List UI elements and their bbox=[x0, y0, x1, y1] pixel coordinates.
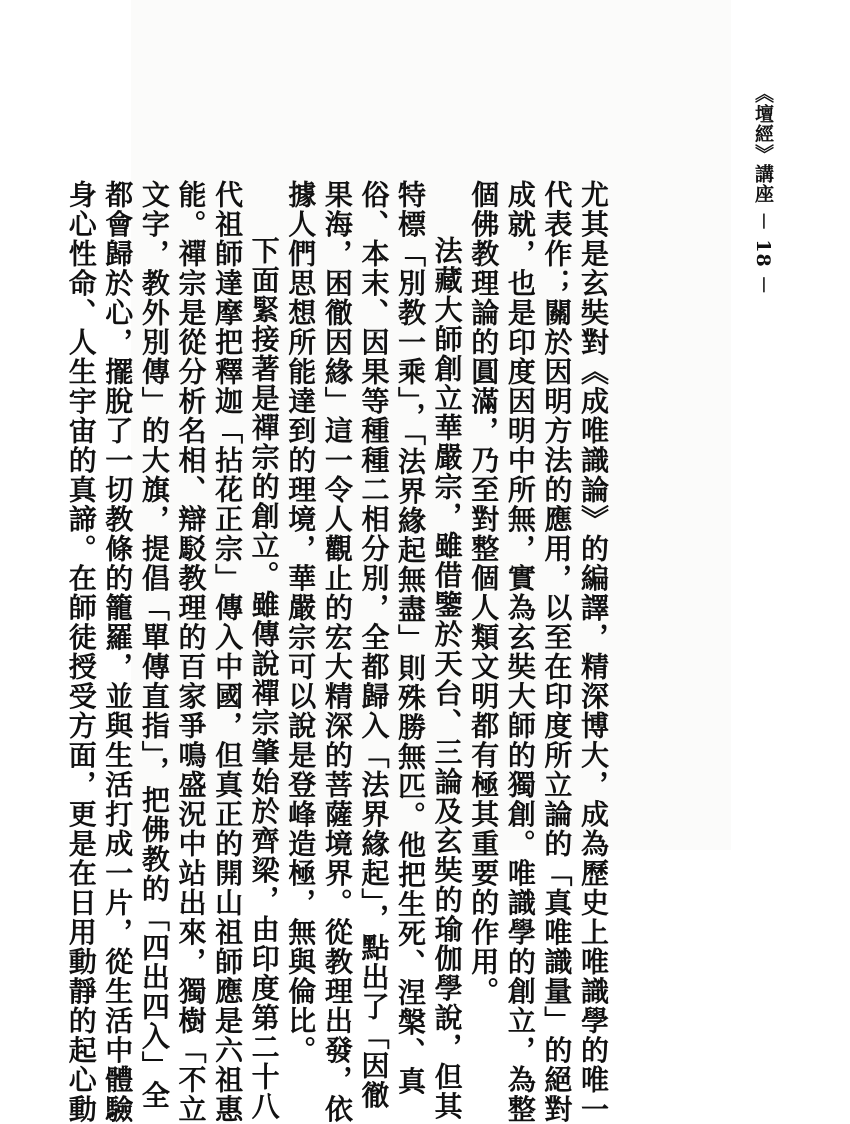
text-line: 據人們思想所能達到的理境，華嚴宗可以說是登峰造極，無與倫比。 bbox=[284, 180, 318, 1065]
text-line: 下面緊接著是禪宗的創立。雖傳說禪宗肇始於齊梁，由印度第二十八 bbox=[247, 236, 281, 1121]
text-line: 特標「別教一乘」，「法界緣起無盡」則殊勝無匹。他把生死、涅槃、真 bbox=[394, 180, 428, 1096]
text-line: 成就，也是印度因明中所無，實為玄奘大師的獨創。唯識學的創立，為整 bbox=[503, 180, 537, 1124]
running-header: 《壇經》講座 － 18 － bbox=[752, 84, 774, 296]
text-line: 俗、本末、因果等種種二相分別，全都歸入「法界緣起」，點出了「因徹 bbox=[357, 180, 391, 1110]
text-line: 能。禪宗是從分析名相、辯駁教理的百家爭鳴盛況中站出來，獨樹「不立 bbox=[174, 180, 208, 1124]
text-line: 文字，教外別傳」的大旗，提倡「單傳直指」，把佛教的「四出四入」全 bbox=[137, 180, 171, 1110]
text-line: 法藏大師創立華嚴宗，雖借鑒於天台、三論及玄奘的瑜伽學說，但其 bbox=[430, 236, 464, 1121]
text-line: 尤其是玄奘對《成唯識論》的編譯，精深博大，成為歷史上唯識學的唯一 bbox=[577, 180, 610, 1124]
text-line: 果海，困徹因緣」這一令人觀止的宏大精深的菩薩境界。從教理出發，依 bbox=[320, 180, 354, 1124]
text-line: 個佛教理論的圓滿，乃至對整個人類文明都有極其重要的作用。 bbox=[467, 180, 501, 1006]
text-line: 身心性命、人生宇宙的真諦。在師徒授受方面，更是在日用動靜的起心動 bbox=[64, 180, 98, 1124]
body-text bbox=[62, 180, 611, 1124]
text-line: 都會歸於心，擺脫了一切教條的籠羅，並與生活打成一片，從生活中體驗 bbox=[101, 180, 135, 1124]
book-page bbox=[64, 0, 774, 1124]
text-line: 代表作；關於因明方法的應用，以至在印度所立論的「真唯識量」的絕對 bbox=[540, 180, 574, 1124]
text-line: 代祖師達摩把釋迦「拈花正宗」傳入中國，但真正的開山祖師應是六祖惠 bbox=[211, 180, 245, 1124]
